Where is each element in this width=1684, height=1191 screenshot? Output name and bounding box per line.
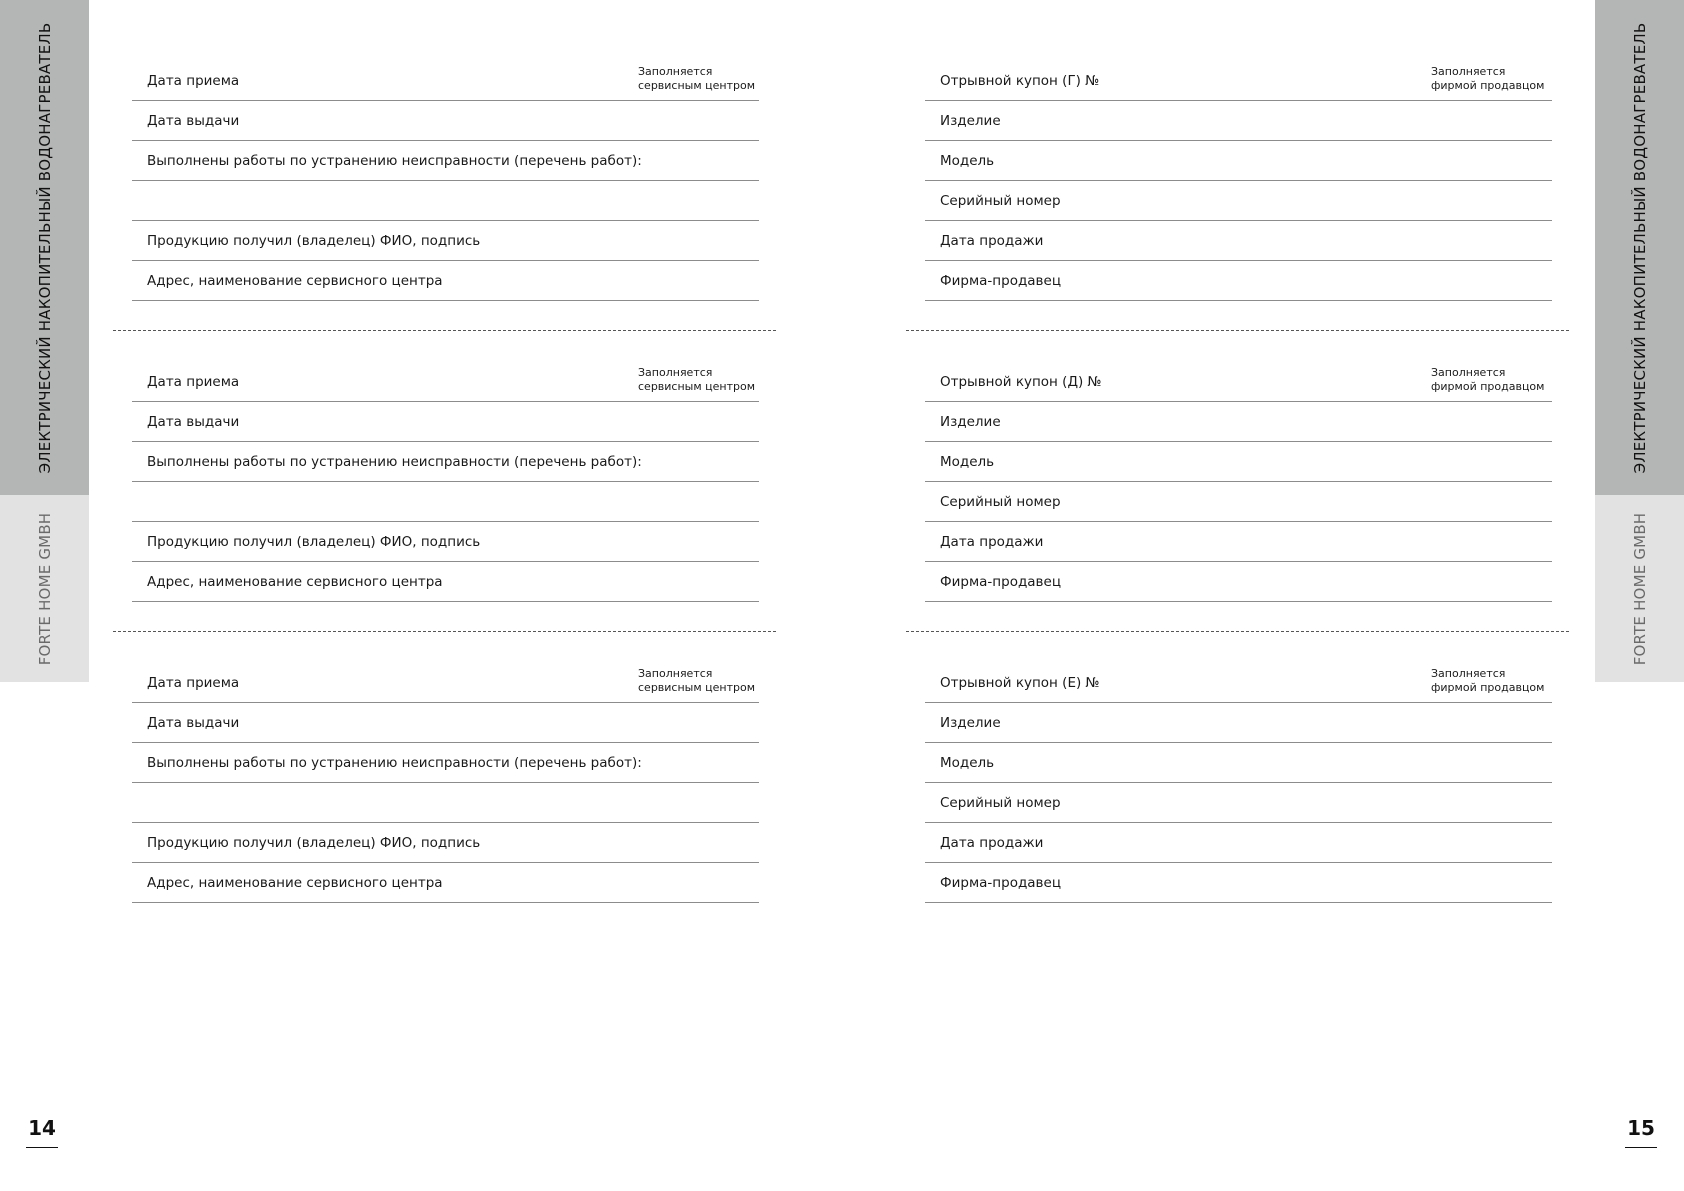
field-label: Продукцию получил (владелец) ФИО, подпись [147, 835, 481, 851]
field-label: Адрес, наименование сервисного центра [147, 273, 443, 289]
field-label: Фирма-продавец [940, 875, 1062, 891]
form-row-sale-date[interactable] [925, 823, 1552, 863]
field-label: Изделие [940, 414, 1001, 430]
form-row-product[interactable] [925, 101, 1552, 141]
form-row-blank[interactable] [132, 181, 759, 221]
page-number-right: 15 [1627, 1116, 1655, 1140]
form-row-receipt-date[interactable] [132, 602, 759, 703]
form-row-serial[interactable] [925, 783, 1552, 823]
form-row-service-address[interactable] [132, 261, 759, 301]
form-row-coupon-number[interactable] [925, 301, 1552, 402]
form-row-coupon-number[interactable] [925, 602, 1552, 703]
field-label: Дата продажи [940, 534, 1044, 550]
form-row-works-done[interactable] [132, 743, 759, 783]
field-label: Адрес, наименование сервисного центра [147, 574, 443, 590]
field-label: Дата выдачи [147, 414, 240, 430]
form-row-works-done[interactable] [132, 141, 759, 181]
field-label: Адрес, наименование сервисного центра [147, 875, 443, 891]
product-title-vertical: ЭЛЕКТРИЧЕСКИЙ НАКОПИТЕЛЬНЫЙ ВОДОНАГРЕВАТЕЛЬ [35, 22, 54, 473]
form-row-issue-date[interactable] [132, 703, 759, 743]
fill-note: Заполняется сервисным центром [638, 366, 756, 393]
page-number-underline [26, 1147, 58, 1148]
field-label: Дата приема [147, 73, 240, 89]
form-row-seller[interactable] [925, 863, 1552, 903]
form-row-blank[interactable] [132, 482, 759, 522]
field-label: Изделие [940, 113, 1001, 129]
field-label: Дата продажи [940, 835, 1044, 851]
form-row-received-by[interactable] [132, 522, 759, 562]
form-row-issue-date[interactable] [132, 101, 759, 141]
form-row-model[interactable] [925, 442, 1552, 482]
field-label: Модель [940, 153, 995, 169]
form-row-serial[interactable] [925, 181, 1552, 221]
field-label: Продукцию получил (владелец) ФИО, подпись [147, 233, 481, 249]
field-label: Серийный номер [940, 193, 1061, 209]
field-label: Отрывной купон (Е) № [940, 675, 1100, 691]
brand-vertical: FORTE HOME GMBH [35, 512, 54, 665]
sidebar-brand-tab-left [0, 495, 89, 682]
field-label: Фирма-продавец [940, 273, 1062, 289]
form-row-serial[interactable] [925, 482, 1552, 522]
coupon-form-g [925, 0, 1552, 301]
field-label: Серийный номер [940, 795, 1061, 811]
field-label: Изделие [940, 715, 1001, 731]
form-row-product[interactable] [925, 402, 1552, 442]
field-label: Серийный номер [940, 494, 1061, 510]
form-row-received-by[interactable] [132, 823, 759, 863]
form-row-service-address[interactable] [132, 562, 759, 602]
fill-note: Заполняется фирмой продавцом [1431, 667, 1545, 694]
field-label: Выполнены работы по устранению неисправности (перечень работ): [147, 755, 642, 771]
field-label: Дата выдачи [147, 715, 240, 731]
fill-note: Заполняется сервисным центром [638, 65, 756, 92]
form-row-product[interactable] [925, 703, 1552, 743]
form-row-receipt-date[interactable] [132, 301, 759, 402]
field-label: Фирма-продавец [940, 574, 1062, 590]
field-label: Отрывной купон (Г) № [940, 73, 1100, 89]
form-row-issue-date[interactable] [132, 402, 759, 442]
form-row-model[interactable] [925, 743, 1552, 783]
field-label: Дата приема [147, 374, 240, 390]
service-form-3 [132, 602, 759, 903]
sidebar-title-tab-right [1595, 0, 1684, 495]
field-label: Дата продажи [940, 233, 1044, 249]
service-form-1 [132, 0, 759, 301]
field-label: Выполнены работы по устранению неисправности (перечень работ): [147, 454, 642, 470]
field-label: Модель [940, 755, 995, 771]
form-row-receipt-date[interactable] [132, 0, 759, 101]
form-row-sale-date[interactable] [925, 221, 1552, 261]
field-label: Продукцию получил (владелец) ФИО, подпись [147, 534, 481, 550]
sidebar-brand-tab-right [1595, 495, 1684, 682]
page-number-left: 14 [28, 1116, 56, 1140]
form-row-seller[interactable] [925, 261, 1552, 301]
fill-note: Заполняется сервисным центром [638, 667, 756, 694]
brand-vertical: FORTE HOME GMBH [1630, 512, 1649, 665]
page-number-underline [1625, 1147, 1657, 1148]
sidebar-title-tab-left [0, 0, 89, 495]
coupon-form-d [925, 301, 1552, 602]
fill-note: Заполняется фирмой продавцом [1431, 65, 1545, 92]
form-row-blank[interactable] [132, 783, 759, 823]
form-row-works-done[interactable] [132, 442, 759, 482]
form-row-sale-date[interactable] [925, 522, 1552, 562]
product-title-vertical: ЭЛЕКТРИЧЕСКИЙ НАКОПИТЕЛЬНЫЙ ВОДОНАГРЕВАТЕЛЬ [1630, 22, 1649, 473]
service-form-2 [132, 301, 759, 602]
form-row-received-by[interactable] [132, 221, 759, 261]
form-row-coupon-number[interactable] [925, 0, 1552, 101]
field-label: Отрывной купон (Д) № [940, 374, 1102, 390]
field-label: Модель [940, 454, 995, 470]
fill-note: Заполняется фирмой продавцом [1431, 366, 1545, 393]
field-label: Дата выдачи [147, 113, 240, 129]
field-label: Дата приема [147, 675, 240, 691]
field-label: Выполнены работы по устранению неисправности (перечень работ): [147, 153, 642, 169]
form-row-service-address[interactable] [132, 863, 759, 903]
form-row-model[interactable] [925, 141, 1552, 181]
form-row-seller[interactable] [925, 562, 1552, 602]
coupon-form-e [925, 602, 1552, 903]
